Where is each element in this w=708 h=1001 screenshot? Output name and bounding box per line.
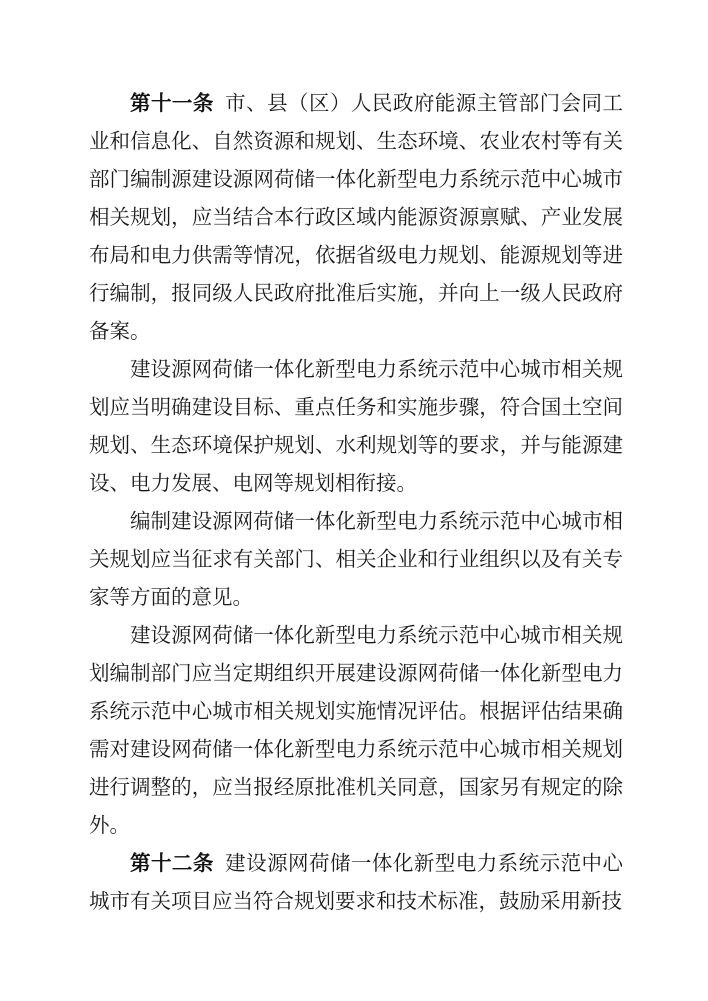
paragraph-evaluation-adjustment: [89, 617, 623, 845]
article-11-number: 第十一条: [130, 92, 214, 115]
paragraph-text: 建设源网荷储一体化新型电力系统示范中心城市有关项目应当符合规划要求和技术标准，鼓励采用新技: [89, 852, 624, 913]
document-body: [89, 85, 623, 921]
article-12-number: 第十二条: [130, 852, 214, 875]
paragraph-planning-requirements: [89, 351, 623, 503]
paragraph-consultation: [89, 503, 623, 617]
paragraph-text: 建设源网荷储一体化新型电力系统示范中心城市相关规划应当明确建设目标、重点任务和实施步骤，符合国土空间规划、生态环境保护规划、水利规划等的要求，并与能源建设、电力发展、电网等规划相衔接。: [89, 358, 623, 495]
paragraph-text: 建设源网荷储一体化新型电力系统示范中心城市相关规划编制部门应当定期组织开展建设源网荷储一体化新型电力系统示范中心城市相关规划实施情况评估。根据评估结果确需对建设网荷储一体化新型电力系统示范中心城市相关规划进行调整的，应当报经原批准机关同意，国家另有规定的除外。: [89, 624, 623, 837]
paragraph-article-12: [89, 845, 623, 921]
paragraph-text: 市、县（区）人民政府能源主管部门会同工业和信息化、自然资源和规划、生态环境、农业农村等有关部门编制源建设源网荷储一体化新型电力系统示范中心城市相关规划，应当结合本行政区域内能源资源禀赋、产业发展布局和电力供需等情况，依据省级电力规划、能源规划等进行编制，报同级人民政府批准后实施，并向上一级人民政府备案。: [89, 92, 624, 343]
paragraph-article-11: [89, 85, 623, 351]
paragraph-text: 编制建设源网荷储一体化新型电力系统示范中心城市相关规划应当征求有关部门、相关企业和行业组织以及有关专家等方面的意见。: [89, 510, 623, 609]
